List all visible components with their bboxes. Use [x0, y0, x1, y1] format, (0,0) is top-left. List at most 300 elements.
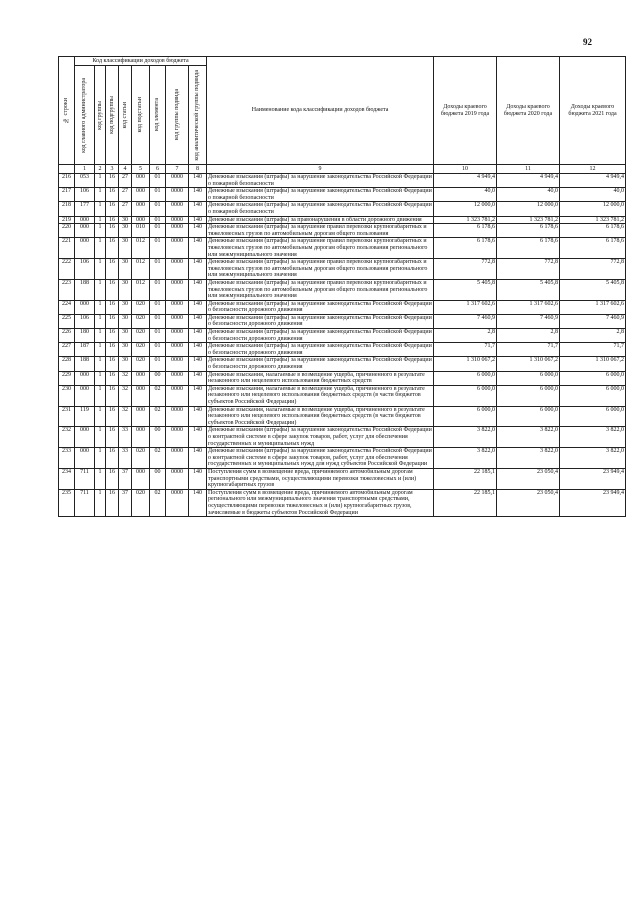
code-cell: 01	[150, 259, 166, 280]
row-number-cell: 222	[59, 259, 75, 280]
row-number-cell: 229	[59, 371, 75, 385]
code-cell: 012	[132, 238, 150, 259]
code-cell: 188	[75, 279, 95, 300]
row-number-cell: 219	[59, 216, 75, 224]
code-cell: 33	[119, 427, 132, 448]
code-col-header: код статьи	[119, 66, 132, 165]
table-row	[59, 259, 626, 280]
table-row	[59, 385, 626, 406]
amount-2019-cell: 1 323 781,2	[434, 216, 497, 224]
code-cell: 140	[189, 468, 207, 489]
code-cell: 01	[150, 329, 166, 343]
table-row	[59, 174, 626, 188]
code-cell: 711	[75, 489, 95, 516]
table-row	[59, 279, 626, 300]
column-number-cell: 11	[497, 165, 560, 174]
year-2021-header: Доходы краевого бюджета 2021 года	[560, 57, 626, 165]
amount-2019-cell: 2,8	[434, 329, 497, 343]
code-cell: 020	[132, 489, 150, 516]
amount-2019-cell: 6 178,6	[434, 224, 497, 238]
code-cell: 00	[150, 468, 166, 489]
amount-2020-cell: 1 323 781,2	[497, 216, 560, 224]
amount-2021-cell: 1 317 602,6	[560, 300, 626, 314]
code-cell: 0000	[166, 188, 189, 202]
code-cell: 1	[95, 314, 106, 328]
code-cell: 1	[95, 238, 106, 259]
amount-2019-cell: 71,7	[434, 343, 497, 357]
code-cell: 140	[189, 329, 207, 343]
income-name-cell: Денежные взыскания (штрафы) за нарушение правил перевозки крупногабаритных и тяжеловесных грузов по автомобильным дорогам общего пользования регионального или межмуниципального значения	[207, 279, 434, 300]
amount-2020-cell: 1 317 602,6	[497, 300, 560, 314]
code-cell: 000	[132, 216, 150, 224]
income-name-cell: Денежные взыскания (штрафы) за нарушение правил перевозки крупногабаритных и тяжеловесных грузов по автомобильным дорогам общего пользования регионального или межмуниципального значения	[207, 259, 434, 280]
code-cell: 01	[150, 343, 166, 357]
column-number-cell: 2	[95, 165, 106, 174]
code-cell: 140	[189, 314, 207, 328]
code-cell: 000	[75, 238, 95, 259]
code-cell: 0000	[166, 427, 189, 448]
amount-2019-cell: 3 822,0	[434, 427, 497, 448]
code-cell: 16	[106, 468, 119, 489]
row-number-header: № строки	[59, 57, 75, 165]
code-cell: 140	[189, 300, 207, 314]
amount-2020-cell: 6 178,6	[497, 224, 560, 238]
amount-2020-cell: 23 050,4	[497, 489, 560, 516]
code-cell: 140	[189, 188, 207, 202]
table-row	[59, 427, 626, 448]
code-cell: 0000	[166, 216, 189, 224]
amount-2021-cell: 6 000,0	[560, 371, 626, 385]
income-name-cell: Денежные взыскания (штрафы) за нарушение законодательства Российской Федерации о контрактной системе в сфере закупок товаров, работ, услуг для обеспечения государственных и муниципальных нужд для нужд субъектов Российской Федерации	[208, 448, 432, 468]
code-cell: 16	[106, 371, 119, 385]
amount-2021-cell: 6 000,0	[560, 406, 626, 427]
code-cell: 1	[95, 259, 106, 280]
code-cell: 01	[150, 202, 166, 216]
code-cell: 140	[189, 357, 207, 371]
table-row	[59, 314, 626, 328]
code-cell: 000	[132, 406, 150, 427]
code-cell: 1	[95, 489, 106, 516]
code-cell: 27	[119, 174, 132, 188]
code-cell: 16	[106, 259, 119, 280]
amount-2021-cell: 6 178,6	[560, 224, 626, 238]
amount-2021-cell: 23 949,4	[560, 489, 626, 516]
code-cell: 140	[189, 202, 207, 216]
column-number-cell: 10	[434, 165, 497, 174]
income-name-cell: Денежные взыскания, налагаемые в возмещение ущерба, причиненного в результате незаконного или нецелевого использования бюджетных средств (в части бюджетов субъектов Российской Федерации)	[207, 385, 434, 406]
column-number-cell: 4	[119, 165, 132, 174]
code-cell: 16	[106, 300, 119, 314]
amount-2021-cell: 3 822,0	[560, 427, 626, 448]
code-cell: 30	[119, 357, 132, 371]
code-cell: 0000	[166, 357, 189, 371]
code-cell: 0000	[166, 224, 189, 238]
amount-2021-cell: 1 323 781,2	[560, 216, 626, 224]
code-cell: 1	[95, 188, 106, 202]
row-number-cell: 218	[59, 202, 75, 216]
income-name-cell: Денежные взыскания (штрафы) за нарушение законодательства Российской Федерации о безопасности дорожного движения	[208, 329, 432, 342]
code-cell: 01	[150, 188, 166, 202]
code-cell: 140	[189, 238, 207, 259]
code-cell: 0000	[166, 406, 189, 427]
code-cell: 140	[189, 224, 207, 238]
code-cell: 140	[189, 216, 207, 224]
code-col-header: код группы	[95, 66, 106, 165]
column-number-cell: 3	[106, 165, 119, 174]
row-number-cell: 223	[59, 279, 75, 300]
code-cell: 140	[189, 406, 207, 427]
code-cell: 1	[95, 371, 106, 385]
code-cell: 020	[132, 357, 150, 371]
income-name-cell: Денежные взыскания, налагаемые в возмещение ущерба, причиненного в результате незаконного или нецелевого использования бюджетных средств (в части бюджетов субъектов Российской Федерации)	[207, 406, 434, 427]
code-cell: 16	[106, 329, 119, 343]
table-row	[59, 216, 626, 224]
code-cell: 16	[106, 279, 119, 300]
row-number-cell: 234	[59, 468, 75, 489]
amount-2021-cell: 3 822,0	[560, 448, 626, 469]
year-2020-header: Доходы краевого бюджета 2020 года	[497, 57, 560, 165]
code-cell: 01	[150, 238, 166, 259]
row-number-cell: 226	[59, 329, 75, 343]
amount-2019-cell: 22 185,1	[434, 468, 497, 489]
code-cell: 0000	[166, 300, 189, 314]
code-cell: 33	[119, 448, 132, 469]
amount-2019-cell: 6 000,0	[434, 371, 497, 385]
code-col-header: код группы подвида	[166, 66, 189, 165]
income-name-cell: Денежные взыскания (штрафы) за правонарушения в области дорожного движения	[207, 216, 434, 224]
code-cell: 30	[119, 224, 132, 238]
code-cell: 1	[95, 468, 106, 489]
amount-2021-cell: 6 178,6	[560, 238, 626, 259]
code-cell: 0000	[166, 238, 189, 259]
income-name-cell: Денежные взыскания, налагаемые в возмещение ущерба, причиненного в результате незаконного или нецелевого использования бюджетных средств	[207, 371, 434, 385]
income-name-cell: Денежные взыскания (штрафы) за нарушение правил перевозки крупногабаритных и тяжеловесных грузов по автомобильным дорогам общего пользования	[207, 224, 434, 238]
amount-2019-cell: 5 405,8	[434, 279, 497, 300]
code-cell: 140	[189, 427, 207, 448]
column-number-cell: 8	[189, 165, 207, 174]
code-cell: 16	[106, 216, 119, 224]
code-cell: 000	[132, 468, 150, 489]
amount-2020-cell: 12 000,0	[497, 202, 560, 216]
code-cell: 106	[75, 259, 95, 280]
code-cell: 30	[119, 343, 132, 357]
row-number-cell: 233	[59, 448, 75, 469]
code-cell: 0000	[166, 371, 189, 385]
code-cell: 0000	[166, 385, 189, 406]
amount-2019-cell: 1 310 067,2	[434, 357, 497, 371]
code-cell: 30	[119, 300, 132, 314]
row-number-cell: 224	[59, 300, 75, 314]
table-row	[59, 468, 626, 489]
page-number: 92	[583, 37, 592, 47]
income-name-cell: Денежные взыскания (штрафы) за нарушение правил перевозки крупногабаритных и тяжеловесных грузов по автомобильным дорогам общего пользования регионального или межмуниципального значения	[207, 238, 434, 259]
row-number-cell: 225	[59, 314, 75, 328]
code-cell: 0000	[166, 202, 189, 216]
amount-2019-cell: 40,0	[434, 188, 497, 202]
table-row	[59, 371, 626, 385]
amount-2020-cell: 1 310 067,2	[497, 357, 560, 371]
column-number-cell	[59, 165, 75, 174]
column-number-row	[59, 165, 626, 174]
code-col-header: код главного администратора	[75, 66, 95, 165]
code-cell: 000	[75, 385, 95, 406]
revenue-table	[58, 56, 626, 517]
amount-2019-cell: 1 317 602,6	[434, 300, 497, 314]
table-row	[59, 343, 626, 357]
income-name-cell: Поступления сумм в возмещение вреда, причиняемого автомобильным дорогам регионального или межмуниципального значения транспортными средствами, осуществляющими перевозки тяжеловесных и (или) крупногабаритных грузов, зачисляемые в бюджеты субъектов Российской Федерации	[207, 489, 434, 516]
amount-2019-cell: 6 000,0	[434, 385, 497, 406]
code-cell: 02	[150, 448, 166, 469]
amount-2020-cell: 2,8	[497, 329, 560, 343]
amount-2021-cell: 71,7	[560, 343, 626, 357]
code-cell: 16	[106, 202, 119, 216]
code-cell: 32	[119, 406, 132, 427]
amount-2019-cell: 772,8	[434, 259, 497, 280]
amount-2020-cell: 3 822,0	[497, 427, 560, 448]
code-cell: 1	[95, 385, 106, 406]
code-cell: 020	[132, 329, 150, 343]
column-number-cell: 12	[560, 165, 626, 174]
income-name-cell: Поступления сумм в возмещение вреда, причиняемого автомобильным дорогам транспортными средствами, осуществляющими перевозки тяжеловесных и (или) крупногабаритных грузов	[207, 468, 434, 489]
code-cell: 0000	[166, 489, 189, 516]
code-cell: 140	[189, 259, 207, 280]
row-number-cell: 230	[59, 385, 75, 406]
code-cell: 0000	[166, 343, 189, 357]
code-cell: 30	[119, 329, 132, 343]
amount-2020-cell: 3 822,0	[497, 448, 560, 469]
amount-2020-cell: 5 405,8	[497, 279, 560, 300]
table-row	[59, 406, 626, 427]
code-cell: 000	[132, 427, 150, 448]
code-cell: 000	[75, 224, 95, 238]
code-cell: 180	[75, 329, 95, 343]
code-cell: 02	[150, 489, 166, 516]
income-name-cell: Денежные взыскания (штрафы) за нарушение законодательства Российской Федерации о контрактной системе в сфере закупок товаров, работ, услуг для обеспечения государственных и муниципальных нужд	[208, 427, 432, 447]
amount-2021-cell: 2,8	[560, 329, 626, 343]
row-number-cell: 221	[59, 238, 75, 259]
code-cell: 0000	[166, 279, 189, 300]
amount-2019-cell: 4 949,4	[434, 174, 497, 188]
code-cell: 140	[189, 448, 207, 469]
code-cell: 020	[132, 448, 150, 469]
code-cell: 16	[106, 357, 119, 371]
code-cell: 16	[106, 238, 119, 259]
code-cell: 000	[75, 371, 95, 385]
code-cell: 1	[95, 406, 106, 427]
code-cell: 012	[132, 259, 150, 280]
code-cell: 01	[150, 300, 166, 314]
code-cell: 37	[119, 489, 132, 516]
code-cell: 1	[95, 279, 106, 300]
code-cell: 020	[132, 300, 150, 314]
table-row	[59, 448, 626, 469]
code-cell: 16	[106, 489, 119, 516]
code-cell: 1	[95, 329, 106, 343]
amount-2019-cell: 7 460,9	[434, 314, 497, 328]
amount-2020-cell: 772,8	[497, 259, 560, 280]
code-cell: 140	[189, 343, 207, 357]
amount-2020-cell: 6 000,0	[497, 385, 560, 406]
code-cell: 00	[150, 371, 166, 385]
income-name-cell: Денежные взыскания (штрафы) за нарушение законодательства Российской Федерации о безопасности дорожного движения	[208, 357, 432, 371]
code-cell: 0000	[166, 329, 189, 343]
code-cell: 02	[150, 385, 166, 406]
code-cell: 00	[150, 427, 166, 448]
amount-2020-cell: 4 949,4	[497, 174, 560, 188]
code-cell: 1	[95, 300, 106, 314]
code-cell: 16	[106, 427, 119, 448]
code-cell: 30	[119, 314, 132, 328]
code-cell: 000	[132, 385, 150, 406]
code-cell: 1	[95, 224, 106, 238]
code-cell: 140	[189, 174, 207, 188]
code-cell: 711	[75, 468, 95, 489]
amount-2021-cell: 772,8	[560, 259, 626, 280]
code-cell: 16	[106, 188, 119, 202]
code-cell: 0000	[166, 259, 189, 280]
code-cell: 1	[95, 448, 106, 469]
code-group-header: Код классификации доходов бюджета	[75, 57, 207, 66]
row-number-cell: 217	[59, 188, 75, 202]
income-name-cell: Денежные взыскания (штрафы) за нарушение законодательства Российской Федерации о безопасности дорожного движения	[208, 300, 432, 314]
code-cell: 01	[150, 357, 166, 371]
table-row	[59, 188, 626, 202]
code-cell: 30	[119, 216, 132, 224]
income-name-cell: Денежные взыскания (штрафы) за нарушение законодательства Российской Федерации о пожарной безопасности	[208, 202, 432, 215]
year-2019-header: Доходы краевого бюджета 2019 года	[434, 57, 497, 165]
code-col-header: код элемента	[150, 66, 166, 165]
amount-2019-cell: 12 000,0	[434, 202, 497, 216]
code-cell: 30	[119, 238, 132, 259]
code-cell: 020	[132, 314, 150, 328]
column-number-cell: 9	[207, 165, 434, 174]
code-cell: 000	[132, 188, 150, 202]
code-cell: 01	[150, 216, 166, 224]
amount-2020-cell: 40,0	[497, 188, 560, 202]
amount-2021-cell: 4 949,4	[560, 174, 626, 188]
code-cell: 000	[75, 300, 95, 314]
amount-2021-cell: 5 405,8	[560, 279, 626, 300]
code-cell: 32	[119, 371, 132, 385]
amount-2020-cell: 6 000,0	[497, 406, 560, 427]
row-number-cell: 231	[59, 406, 75, 427]
code-cell: 16	[106, 448, 119, 469]
amount-2021-cell: 1 310 067,2	[560, 357, 626, 371]
code-cell: 01	[150, 174, 166, 188]
code-cell: 02	[150, 406, 166, 427]
code-cell: 16	[106, 343, 119, 357]
code-cell: 30	[119, 259, 132, 280]
code-cell: 27	[119, 188, 132, 202]
column-number-cell: 1	[75, 165, 95, 174]
code-cell: 140	[189, 489, 207, 516]
code-cell: 01	[150, 224, 166, 238]
income-name-cell: Денежные взыскания (штрафы) за нарушение законодательства Российской Федерации о безопасности дорожного движения	[208, 343, 432, 356]
table-row	[59, 300, 626, 314]
column-number-cell: 5	[132, 165, 150, 174]
code-cell: 0000	[166, 448, 189, 469]
code-cell: 119	[75, 406, 95, 427]
income-name-cell: Денежные взыскания (штрафы) за нарушение законодательства Российской Федерации о безопасности дорожного движения	[208, 314, 432, 328]
code-cell: 000	[132, 174, 150, 188]
code-cell: 106	[75, 314, 95, 328]
column-number-cell: 7	[166, 165, 189, 174]
code-cell: 177	[75, 202, 95, 216]
table-row	[59, 357, 626, 371]
name-column-header: Наименование кода классификации доходов бюджета	[207, 57, 434, 165]
amount-2020-cell: 71,7	[497, 343, 560, 357]
amount-2020-cell: 7 460,9	[497, 314, 560, 328]
code-cell: 012	[132, 279, 150, 300]
row-number-cell: 227	[59, 343, 75, 357]
code-cell: 187	[75, 343, 95, 357]
code-cell: 0000	[166, 468, 189, 489]
code-cell: 1	[95, 174, 106, 188]
code-cell: 1	[95, 343, 106, 357]
table-row	[59, 202, 626, 216]
code-col-header: код подгруппы	[106, 66, 119, 165]
amount-2021-cell: 6 000,0	[560, 385, 626, 406]
table-row	[59, 224, 626, 238]
code-col-header: код подстатьи	[132, 66, 150, 165]
amount-2021-cell: 12 000,0	[560, 202, 626, 216]
amount-2020-cell: 6 000,0	[497, 371, 560, 385]
code-cell: 140	[189, 385, 207, 406]
amount-2021-cell: 23 949,4	[560, 468, 626, 489]
code-cell: 16	[106, 385, 119, 406]
row-number-cell: 216	[59, 174, 75, 188]
table-row	[59, 238, 626, 259]
code-cell: 01	[150, 314, 166, 328]
amount-2019-cell: 6 178,6	[434, 238, 497, 259]
amount-2021-cell: 7 460,9	[560, 314, 626, 328]
income-name-cell: Денежные взыскания (штрафы) за нарушение законодательства Российской Федерации о пожарной безопасности	[208, 174, 432, 187]
table-row	[59, 489, 626, 516]
income-name-cell: Денежные взыскания (штрафы) за нарушение законодательства Российской Федерации о пожарной безопасности	[208, 188, 432, 201]
code-cell: 0000	[166, 314, 189, 328]
code-cell: 27	[119, 202, 132, 216]
table-row	[59, 329, 626, 343]
code-cell: 1	[95, 216, 106, 224]
code-cell: 000	[132, 202, 150, 216]
code-col-header: код аналитической группы подвида	[189, 66, 207, 165]
code-cell: 140	[189, 279, 207, 300]
amount-2020-cell: 6 178,6	[497, 238, 560, 259]
code-cell: 1	[95, 427, 106, 448]
code-cell: 010	[132, 224, 150, 238]
code-cell: 1	[95, 357, 106, 371]
code-cell: 053	[75, 174, 95, 188]
code-cell: 0000	[166, 174, 189, 188]
code-cell: 1	[95, 202, 106, 216]
amount-2020-cell: 23 050,4	[497, 468, 560, 489]
code-cell: 188	[75, 357, 95, 371]
amount-2019-cell: 3 822,0	[434, 448, 497, 469]
code-cell: 37	[119, 468, 132, 489]
row-number-cell: 228	[59, 357, 75, 371]
code-cell: 140	[189, 371, 207, 385]
code-cell: 020	[132, 343, 150, 357]
row-number-cell: 235	[59, 489, 75, 516]
code-cell: 000	[75, 216, 95, 224]
code-cell: 000	[132, 371, 150, 385]
code-cell: 16	[106, 314, 119, 328]
amount-2019-cell: 22 185,1	[434, 489, 497, 516]
code-cell: 16	[106, 174, 119, 188]
column-number-cell: 6	[150, 165, 166, 174]
amount-2021-cell: 40,0	[560, 188, 626, 202]
code-cell: 32	[119, 385, 132, 406]
